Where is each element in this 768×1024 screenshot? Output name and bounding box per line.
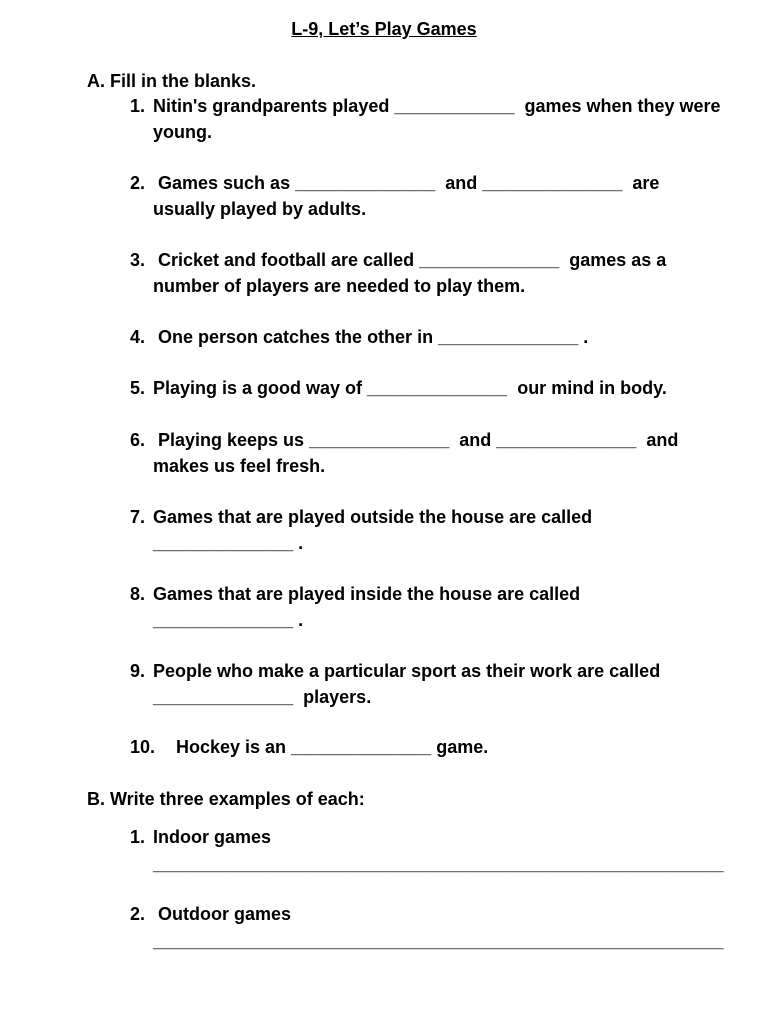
section-a-label: A. Fill in the blanks. (87, 71, 257, 91)
question-text: Games that are played inside the house are called (153, 584, 581, 604)
section-b-label: B. Write three examples of each: (87, 789, 365, 809)
answer-line: _________________________________________________________ (153, 931, 724, 951)
question-number: 9. (130, 661, 146, 681)
question-text-continued: makes us feel fresh. (153, 456, 326, 476)
question-number: 7. (130, 507, 146, 527)
question-text-continued: ______________ players. (153, 687, 372, 707)
question-text: Indoor games (153, 827, 272, 847)
question-number: 6. (130, 430, 146, 450)
question-text: Games that are played outside the house are called (153, 507, 593, 527)
question-text-continued: ______________ . (153, 533, 304, 553)
question-text-continued: usually played by adults. (153, 199, 367, 219)
question-text: Playing keeps us ______________ and ______________ and (153, 430, 679, 450)
worksheet-title: L-9, Let’s Play Games (291, 19, 477, 39)
question-text: One person catches the other in ______________ . (153, 327, 589, 347)
question-number: 1. (130, 96, 146, 116)
question-number: 10. (130, 737, 156, 757)
question-text: Outdoor games (153, 904, 292, 924)
question-text-continued: ______________ . (153, 610, 304, 630)
question-text-continued: young. (153, 122, 212, 142)
question-number: 2. (130, 904, 146, 924)
question-text-continued: number of players are needed to play them. (153, 276, 526, 296)
question-text: Playing is a good way of ______________ our mind in body. (153, 378, 667, 398)
question-text: People who make a particular sport as their work are called (153, 661, 661, 681)
question-number: 1. (130, 827, 146, 847)
question-number: 4. (130, 327, 146, 347)
question-number: 3. (130, 250, 146, 270)
question-text: Nitin's grandparents played ____________ games when they were (153, 96, 721, 116)
question-number: 8. (130, 584, 146, 604)
question-text: Games such as ______________ and ______________ are (153, 173, 660, 193)
answer-line: _________________________________________________________ (153, 854, 724, 874)
question-text: Cricket and football are called ______________ games as a (153, 250, 667, 270)
question-number: 5. (130, 378, 146, 398)
question-text: Hockey is an ______________ game. (176, 737, 489, 757)
question-number: 2. (130, 173, 146, 193)
